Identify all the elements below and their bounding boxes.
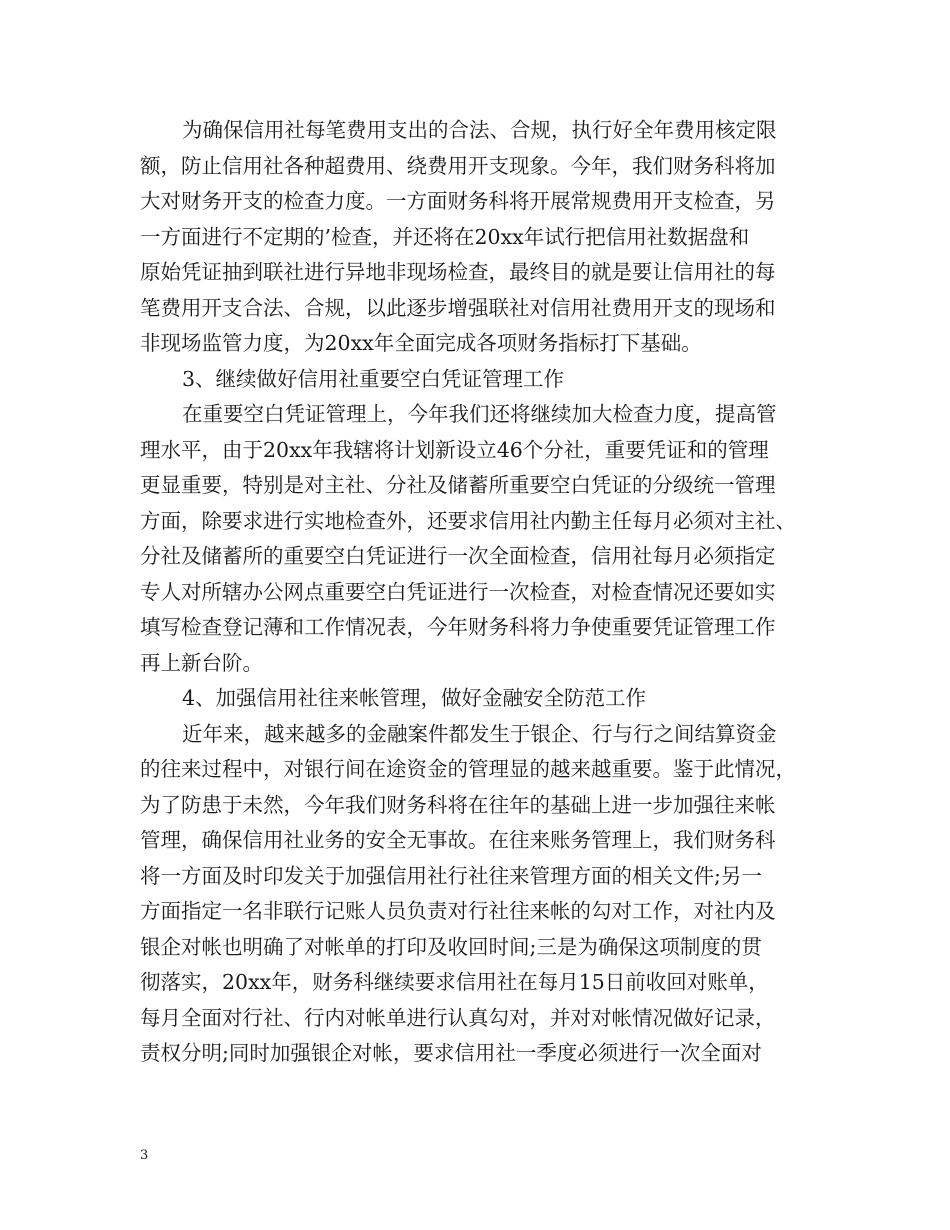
text-line: 为了防患于未然，今年我们财务科将在往年的基础上进一步加强往来帐 (140, 792, 776, 817)
page-number: 3 (140, 1148, 149, 1163)
text-line: 非现场监管力度，为20xx年全面完成各项财务指标打下基础。 (140, 331, 702, 355)
text-line: 大对财务开支的检查力度。一方面财务科将开展常规费用开支检查，另 (140, 189, 776, 213)
text-line: 一方面进行不定期的’检查，并还将在20xx年试行把信用社数据盘和 (140, 224, 750, 249)
text-line: 近年来，越来越多的金融案件都发生于银企、行与行之间结算资金 (182, 721, 777, 746)
text-line: 3、继续做好信用社重要空白凭证管理工作 (182, 366, 565, 391)
text-line: 在重要空白凭证管理上，今年我们还将继续加大检查力度，提高管 (182, 402, 777, 426)
text-line: 每月全面对行社、行内对帐单进行认真勾对，并对对帐情况做好记录， (140, 1005, 776, 1030)
text-line: 专人对所辖办公网点重要空白凭证进行一次检查，对检查情况还要如实 (140, 579, 776, 604)
text-line: 理水平，由于20xx年我辖将计划新设立46个分社，重要凭证和的管理 (140, 437, 769, 462)
text-line: 额，防止信用社各种超费用、绕费用开支现象。今年，我们财务科将加 (140, 153, 776, 178)
text-line: 原始凭证抽到联社进行异地非现场检查，最终目的就是要让信用社的每 (140, 260, 776, 284)
text-line: 管理，确保信用社业务的安全无事故。在往来账务管理上，我们财务科 (140, 828, 776, 852)
text-line: 方面，除要求进行实地检查外，还要求信用社内勤主任每月必须对主社、 (140, 508, 796, 533)
text-line: 为确保信用社每笔费用支出的合法、合规，执行好全年费用核定限 (182, 118, 777, 142)
text-line: 分社及储蓄所的重要空白凭证进行一次全面检查，信用社每月必须指定 (140, 544, 776, 568)
text-line: 更显重要，特别是对主社、分社及储蓄所重要空白凭证的分级统一管理 (140, 473, 776, 497)
text-line: 4、加强信用社往来帐管理，做好金融安全防范工作 (182, 686, 647, 710)
text-line: 笔费用开支合法、合规，以此逐步增强联社对信用社费用开支的现场和 (140, 295, 776, 320)
text-line: 方面指定一名非联行记账人员负责对行社往来帐的勾对工作，对社内及 (140, 899, 776, 923)
text-line: 彻落实，20xx年，财务科继续要求信用社在每月15日前收回对账单， (140, 970, 769, 994)
text-line: 填写检查登记薄和工作情况表，今年财务科将力争使重要凭证管理工作 (140, 615, 776, 639)
document-body (140, 113, 812, 1072)
text-line: 银企对帐也明确了对帐单的打印及收回时间;三是为确保这项制度的贯 (140, 934, 762, 959)
text-line: 责权分明;同时加强银企对帐，要求信用社一季度必须进行一次全面对 (140, 1041, 762, 1065)
text-line: 再上新台阶。 (140, 650, 263, 675)
text-line: 的往来过程中，对银行间在途资金的管理显的越来越重要。鉴于此情况， (140, 757, 796, 781)
text-line: 将一方面及时印发关于加强信用社行社往来管理方面的相关文件;另一 (140, 863, 762, 888)
